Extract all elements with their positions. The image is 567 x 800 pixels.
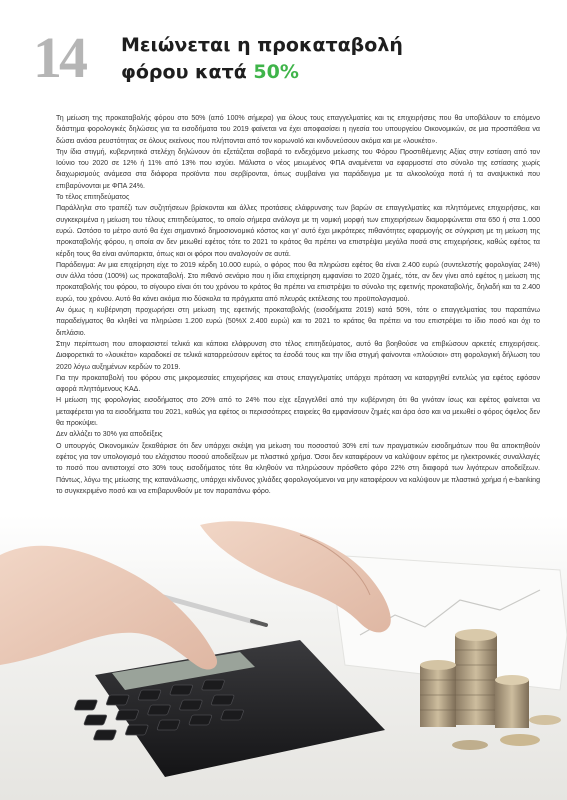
calculator-coins-photo (0, 515, 567, 800)
article-header (33, 25, 553, 90)
article-body (56, 113, 540, 497)
title-highlight: 50% (253, 61, 299, 83)
paragraph-income-tax: Η μείωση της φορολογίας εισοδήματος στο 20% από το 24% που είχε εξαγγελθεί από την κυβέρνηση ότι θα γινόταν ίσως και εφέτος φαίνεται να μεταφέρεται για τα εισοδήματα του 2021, καθώς για εφέτος οι περισσότερες εταιρείες θα εμφανίσουν ζημιές και άρα όσο και να μειωθεί ο φόρος όφελος δεν θα προκύψει. (56, 397, 540, 428)
title-line-2 (121, 59, 403, 86)
paragraph-intro: Τη μείωση της προκαταβολής φόρου στο 50% (από 100% σήμερα) για όλους τους επαγγελματίες και τις επιχειρήσεις που θα υποβάλουν το επόμενο διάστημα φορολογικές δηλώσεις για τα εισοδήματα του 2019 φαίνεται να έχει αποφασίσει η ηγεσία του υπουργείου Οικονομικών, σε μια προσπάθεια να δώσει ανάσα ρευστότητας σε όλους εκείνους που πλήττονται από τον κορωνοϊό και κινδυνεύσουν ακόμα και με «λουκέτο». (56, 115, 540, 145)
article-title (121, 32, 403, 86)
page-number: 14 (33, 25, 85, 90)
paragraph-business-fee: Παράλληλα στο τραπέζι των συζητήσεων βρίσκονται και άλλες προτάσεις ελάφρυνσης των βαρών σε επαγγελματίες και πληττόμενες επιχειρήσεις, και συγκεκριμένα η μείωση του τέλους επιτηδεύματος, το οποίο σήμερα ανάλογα με τη νομική μορφή των επιχειρήσεων διαμορφώνεται στα 650 ή στα 1.000 ευρώ. Ωστόσο το μέτρο αυτό θα έχει σημαντικό δημοσιονομικό κόστος και γι' αυτό έχει μικρότερες πιθανότητες εφαρμογής σε σύγκριση με τη μείωση της προκαταβολής φόρου, η οποία αν δεν μειωθεί εφέτος τότε το 2021 το κράτος θα πρέπει να επιστρέψει μεγάλα ποσά στις επιχειρήσεις, καθώς εφέτος τα κέρδη τους θα είναι ανύπαρκτα, όπως και οι φόροι που αναλογούν σε αυτά. (56, 205, 540, 258)
paragraph-small-business: Για την προκαταβολή του φόρου στις μικρομεσαίες επιχειρήσεις και στους επαγγελματίες υπάρχει πρόταση να καταργηθεί εντελώς για εφέτος εφόσον αφορά πληττόμενους ΚΑΔ. (56, 374, 540, 394)
paragraph-relief: Στην περίπτωση που αποφασιστεί τελικά και κάποια ελάφρυνση στο τέλος επιτηδεύματος, αυτό θα βοηθούσε να επιβιώσουν αρκετές επιχειρήσεις. Διαφορετικά το «λουκέτο» καραδοκεί σε τελικά καταρρεύσουν εφέτος τα έσοδά τους και την ίδια στιγμή φαίνονται «πλούσιοι» στη φορολογική δήλωση του 2020 λόγω αυξημένων κερδών το 2019. (56, 340, 540, 371)
title-line-2-text: φόρου κατά (121, 61, 254, 83)
paragraph-receipts: Ο υπουργός Οικονομικών ξεκαθάρισε ότι δεν υπάρχει σκέψη για μείωση του ποσοστού 30% επί των πραγματικών εισοδημάτων που θα αποκτηθούν εφέτος για τον υπολογισμό του ελάχιστου ποσού αποδείξεων με πλαστικό χρήμα. Όσοι δεν καταφέρουν να καλύψουν εφέτος με ηλεκτρονικές συναλλαγές το ποσό που αντιστοιχεί στο 30% τους εισοδήματος τότε θα κληθούν να πληρώσουν πρόσθετο φόρο 22% στη διαφορά των λιγότερων αποδείξεων. Πάντως, λόγω της μείωσης της κατανάλωσης, υπάρχει κίνδυνος χιλιάδες φορολογούμενοι να μην καταφέρουν να καλύψουν με πλαστικό χρήμα ή e-banking το συγκεκριμένο ποσό και να επιβαρυνθούν με τον παραπάνω φόρο. (56, 442, 540, 495)
subheading-business-fee: Το τέλος επιτηδεύματος (56, 194, 130, 202)
title-line-1: Μειώνεται η προκαταβολή (121, 34, 403, 56)
paragraph-vat: Την ίδια στιγμή, κυβερνητικά στελέχη δηλώνουν ότι εξετάζεται σοβαρά το ενδεχόμενο μείωσης του Φόρου Προστιθέμενης Αξίας στην εστίαση από τον Ιούνιο του 2020 σε 12% ή 11% από 13% που ισχύει. Μάλιστα ο νέος μειωμένος ΦΠΑ αναμένεται να εφαρμοστεί στο σύνολο της εστίασης χωρίς διαχωρισμούς ανάμεσα στα διάφορα προϊόντα που σερβίρονται, όπως συμβαίνει για παράδειγμα με τα αλκοολούχα ποτά ή τα αναψυκτικά που επιβαρύνονται με ΦΠΑ 24%. (56, 148, 540, 190)
paragraph-reduction: Αν όμως η κυβέρνηση προχωρήσει στη μείωση της εφετινής προκαταβολής (εισοδήματα 2019) κατά 50%, τότε ο επαγγελματίας του παραπάνω παραδείγματος θα κληθεί να πληρώσει 1.200 ευρώ (50%Χ 2.400 ευρώ) και το 2021 το κράτος θα πρέπει να του επιστρέψει το ίδιο ποσό και όχι το διπλάσιο. (56, 307, 540, 337)
paragraph-example: Παράδειγμα: Αν μια επιχείρηση είχε το 2019 κέρδη 10.000 ευρώ, ο φόρος που θα πληρώσει εφέτος θα είναι 2.400 ευρώ (συντελεστής φορολογίας 24%) συν άλλα τόσα (100%) ως προκαταβολή. Στο πιθανό σενάριο που η ίδια επιχείρηση εμφανίσει το 2020 ζημιές, τότε, αν δεν γίνει από εφέτος η μείωση της προκαταβολής του φόρου, το σίγουρο είναι ότι του χρόνου το κράτος θα πρέπει να επιστρέψει το σύνολο της εφετινής προκαταβολής, δηλαδή και τα 2.400 ευρώ, του χρόνου. Αυτό θα κάνει ακόμα πιο δύσκολα τα πράγματα από πλευράς εκτέλεσης του προϋπολογισμού. (56, 261, 540, 303)
subheading-receipts: Δεν αλλάζει το 30% για αποδείξεις (56, 431, 163, 439)
